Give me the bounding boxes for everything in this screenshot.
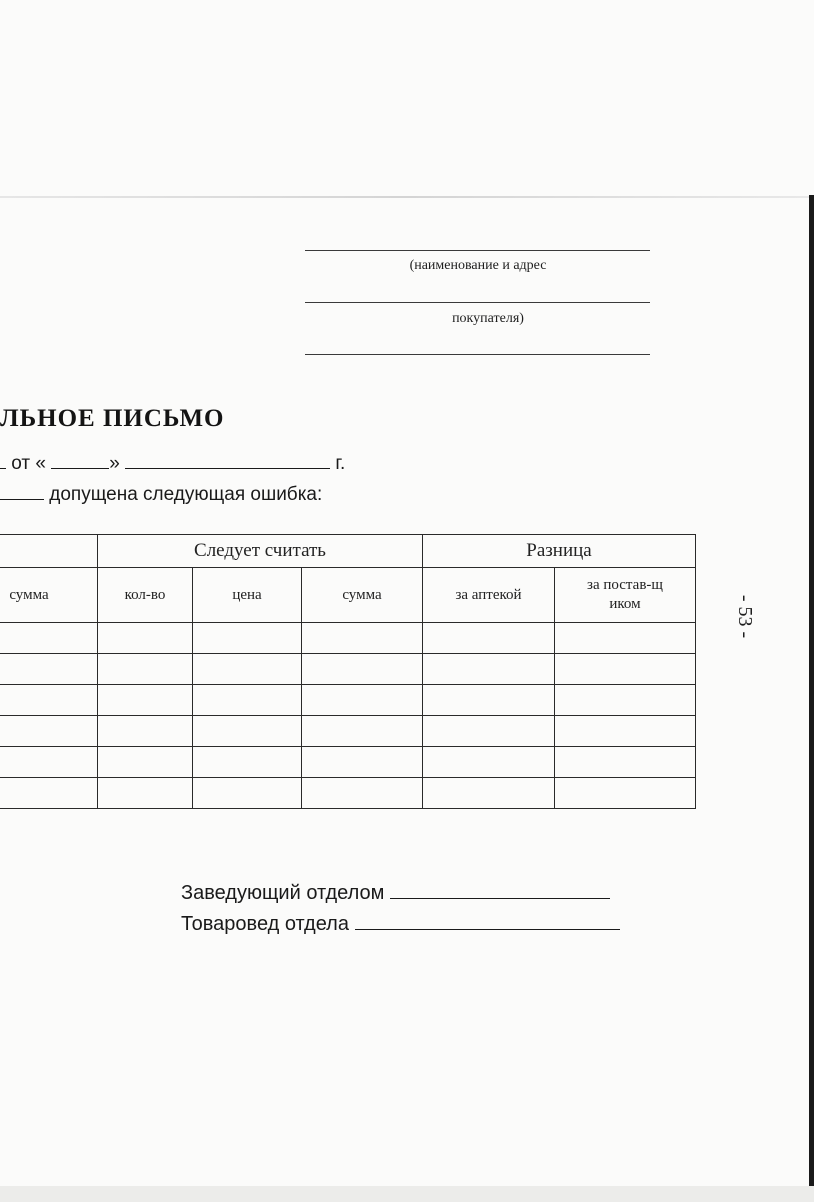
signature-head-label: Заведующий отделом [181, 882, 385, 904]
month-blank [125, 448, 330, 469]
error-line-text: допущена следующая ошибка: [49, 483, 323, 505]
address-line-3 [305, 354, 650, 355]
error-line [0, 479, 322, 506]
table-row [0, 654, 696, 685]
page-bottom-band [0, 1186, 814, 1202]
document-title: ЛЬНОЕ ПИСЬМО [0, 405, 225, 432]
address-caption-2: покупателя) [452, 311, 524, 326]
year-suffix: г. [335, 452, 346, 474]
column-header-sum-invoice: сумма [0, 568, 98, 623]
table-row [0, 623, 696, 654]
signature-merchandiser [181, 908, 620, 936]
group-header-difference: Разница [423, 535, 696, 568]
column-header-pharmacy: за аптекой [423, 568, 555, 623]
table-group-header-row [0, 535, 696, 568]
table-row [0, 685, 696, 716]
column-header-sum: сумма [302, 568, 423, 623]
invoice-blank [0, 479, 44, 500]
table-row [0, 716, 696, 747]
date-from-label: от « [11, 452, 46, 474]
correction-table [0, 534, 696, 809]
column-header-supplier [555, 568, 696, 623]
page-edge [809, 195, 814, 1195]
page-number: - 53 - [734, 594, 757, 639]
signature-head-blank [390, 877, 610, 899]
number-blank [0, 448, 6, 469]
column-header-price: цена [193, 568, 302, 623]
page-top-rule [0, 196, 809, 198]
group-header-should-count: Следует считать [98, 535, 423, 568]
day-blank [51, 448, 109, 469]
date-quote-close: » [109, 452, 120, 474]
table-row [0, 747, 696, 778]
signature-head-of-department [181, 877, 610, 905]
supplier-header-text: за постав-щиком [587, 576, 663, 612]
table-row [0, 778, 696, 809]
address-line-2 [305, 302, 650, 303]
column-header-quantity: кол-во [98, 568, 193, 623]
signature-merchandiser-blank [355, 908, 620, 930]
date-line [0, 448, 345, 475]
address-caption-1: (наименование и адрес [409, 258, 547, 273]
address-line-1 [305, 250, 650, 251]
table-column-header-row [0, 568, 696, 623]
group-header-blank [0, 535, 98, 568]
signature-merchandiser-label: Товаровед отдела [181, 913, 349, 935]
